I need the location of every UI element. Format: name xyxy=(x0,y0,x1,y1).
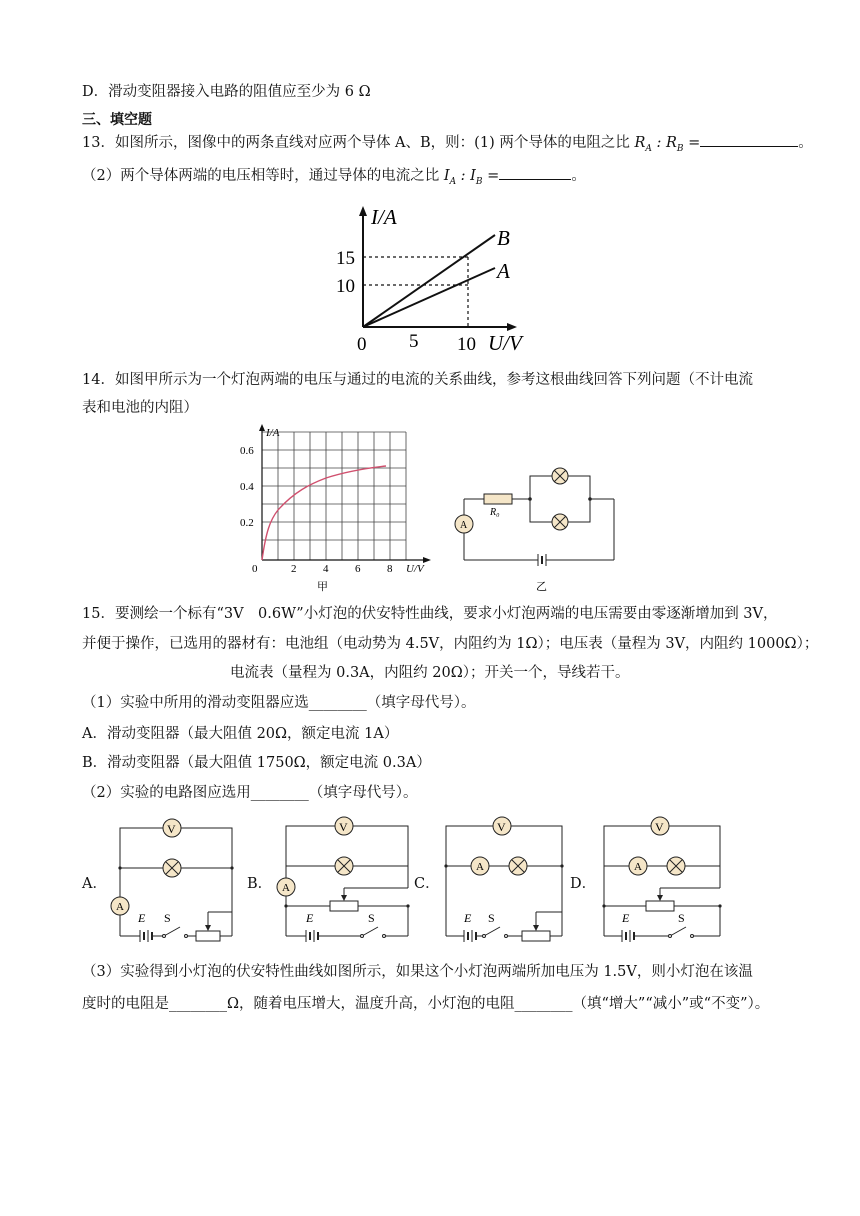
q13-xlabel: U/V xyxy=(488,331,522,355)
q13-line2 xyxy=(82,165,586,192)
voltmeter-label: V xyxy=(497,820,506,834)
q14-xlabel: U/V xyxy=(406,563,424,575)
q15-part1: （1）实验中所用的滑动变阻器应选________（填字母代号）。 xyxy=(82,695,476,711)
q14-xtick-0: 0 xyxy=(252,563,258,575)
q13-ylabel: I/A xyxy=(371,205,397,229)
q13-text2: （2）两个导体两端的电压相等时，通过导体的电流之比 xyxy=(82,168,444,184)
q14-ammeter-label: A xyxy=(460,520,468,531)
circuit-label-c: C． xyxy=(414,876,440,892)
q13-label-a: A xyxy=(497,259,510,283)
q13-label-b: B xyxy=(497,226,510,250)
q13-ytick-10: 10 xyxy=(336,276,355,297)
q15-part2: （2）实验的电路图应选用________（填字母代号）。 xyxy=(82,785,418,801)
q12-option-d: D．滑动变阻器接入电路的阻值应至少为 6 Ω xyxy=(82,84,371,100)
q13-xtick-0: 0 xyxy=(357,334,367,355)
iv-curve xyxy=(262,466,386,560)
q13-ratio-i: $I_A$ : $I_B$ = xyxy=(443,168,500,187)
q14-ylabel: I/A xyxy=(266,427,280,439)
q13-ytick-15: 15 xyxy=(336,248,355,269)
q14-graph xyxy=(238,422,448,594)
q13-xtick-5: 5 xyxy=(409,331,419,352)
circuit-b xyxy=(272,812,412,944)
q13-ratio-r: $R_A$ : $R_B$ = xyxy=(634,135,701,154)
switch-label: S xyxy=(678,911,685,925)
ammeter-label: A xyxy=(634,861,642,873)
circuit-d xyxy=(594,812,729,944)
q15-option-a: A．滑动变阻器（最大阻值 20Ω，额定电流 1A） xyxy=(82,726,399,742)
x-axis-arrow-icon xyxy=(507,323,517,331)
line-a xyxy=(363,268,495,327)
switch-label: S xyxy=(164,911,171,925)
q15-line1: 15．要测绘一个标有“3V 0.6W”小灯泡的伏安特性曲线，要求小灯泡两端的电压需要由零逐渐增加到 3V， xyxy=(82,606,778,622)
q15-line2: 并便于操作，已选用的器材有：电池组（电动势为 4.5V，内阻约为 1Ω）；电压表（量程为 3V，内阻约 1000Ω）； xyxy=(82,636,819,652)
battery-label: E xyxy=(464,911,472,925)
circuit-label-d: D． xyxy=(570,876,597,892)
r0-label: R₀ xyxy=(490,507,500,518)
switch-label: S xyxy=(368,911,375,925)
q15-part3-line1: （3）实验得到小灯泡的伏安特性曲线如图所示，如果这个小灯泡两端所加电压为 1.5V，则小灯泡在该温 xyxy=(82,964,753,980)
circuit-a xyxy=(108,812,238,944)
q13-xtick-10: 10 xyxy=(457,334,476,355)
circuit-label-a: A． xyxy=(82,876,107,892)
line-b xyxy=(363,235,495,327)
circuit-c xyxy=(436,812,566,944)
q14-circuit xyxy=(450,460,625,595)
q13-blank1[interactable] xyxy=(700,132,798,147)
ammeter-label: A xyxy=(476,861,484,873)
q14-caption-jia: 甲 xyxy=(317,581,328,593)
voltmeter-label: V xyxy=(339,820,348,834)
voltmeter-label: V xyxy=(655,820,664,834)
q13-text1: 13．如图所示，图像中的两条直线对应两个导体 A、B，则：(1) 两个导体的电阻之比 xyxy=(82,135,635,151)
q14-xtick-2: 2 xyxy=(291,563,297,575)
circuit-label-b: B． xyxy=(247,876,273,892)
voltmeter-label: V xyxy=(167,822,176,836)
section-title: 三、填空题 xyxy=(82,112,152,128)
ammeter-label: A xyxy=(116,901,124,913)
q14-x-arrow-icon xyxy=(423,557,431,563)
q13-blank2[interactable] xyxy=(499,165,571,180)
q15-option-b: B．滑动变阻器（最大阻值 1750Ω，额定电流 0.3A） xyxy=(82,755,431,771)
q15-line3: 电流表（量程为 0.3A，内阻约 20Ω）；开关一个，导线若干。 xyxy=(230,665,630,681)
q14-xtick-6: 6 xyxy=(355,563,361,575)
q13-line1 xyxy=(82,132,813,159)
q14-y-arrow-icon xyxy=(259,424,265,431)
switch-label: S xyxy=(488,911,495,925)
q14-ytick-04: 0.4 xyxy=(240,481,254,493)
ammeter-label: A xyxy=(282,882,290,894)
q13-text2-end: 。 xyxy=(571,168,586,184)
battery-label: E xyxy=(622,911,630,925)
q14-line1: 14．如图甲所示为一个灯泡两端的电压与通过的电流的关系曲线，参考这根曲线回答下列问题（不计电流 xyxy=(82,372,753,388)
q14-ytick-02: 0.2 xyxy=(240,517,254,529)
q15-part3-line2: 度时的电阻是________Ω，随着电压增大，温度升高，小灯泡的电阻________（填“增大”“减小”或“不变”）。 xyxy=(82,996,770,1012)
q13-text1-end: 。 xyxy=(798,135,813,151)
q14-xtick-8: 8 xyxy=(387,563,393,575)
y-axis-arrow-icon xyxy=(359,206,367,216)
q13-graph xyxy=(325,198,525,358)
battery-label: E xyxy=(138,911,146,925)
q14-line2: 表和电池的内阻） xyxy=(82,400,198,416)
battery-label: E xyxy=(306,911,314,925)
q14-caption-yi: 乙 xyxy=(536,581,547,593)
q14-xtick-4: 4 xyxy=(323,563,329,575)
q14-ytick-06: 0.6 xyxy=(240,445,254,457)
